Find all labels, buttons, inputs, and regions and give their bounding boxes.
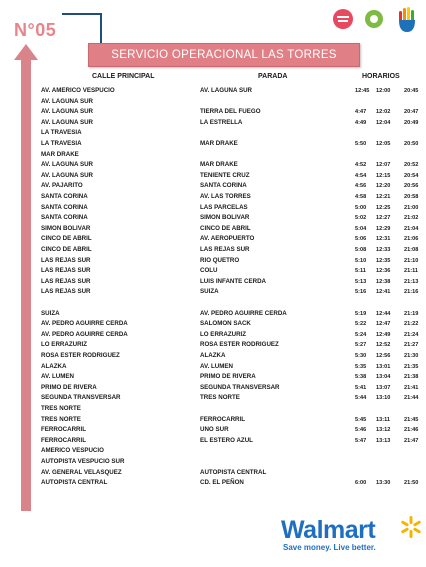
parada-cell: TENIENTE CRUZ bbox=[200, 171, 250, 179]
parada-cell: MAR DRAKE bbox=[200, 161, 238, 169]
parada-cell: FERROCARRIL bbox=[200, 415, 246, 423]
time-cell: 12:27 bbox=[376, 215, 391, 222]
table-row bbox=[0, 245, 426, 255]
calle-cell: SUIZA bbox=[41, 309, 60, 317]
time-cell: 21:38 bbox=[404, 374, 419, 381]
parada-cell: PRIMO DE RIVERA bbox=[200, 373, 256, 381]
time-cell: 13:11 bbox=[376, 416, 390, 423]
table-row bbox=[0, 362, 426, 372]
time-cell: 4:56 bbox=[355, 183, 367, 190]
walmart-spark-icon bbox=[400, 516, 422, 538]
time-cell: 12:07 bbox=[376, 162, 391, 169]
parada-cell: AUTOPISTA CENTRAL bbox=[200, 468, 267, 476]
calle-cell: AV. PEDRO AGUIRRE CERDA bbox=[41, 330, 128, 338]
table-row bbox=[0, 372, 426, 382]
time-cell: 20:47 bbox=[404, 109, 419, 116]
time-cell: 12:56 bbox=[376, 353, 391, 359]
table-row bbox=[0, 415, 426, 425]
time-cell: 6:00 bbox=[355, 480, 367, 487]
calle-cell: FERROCARRIL bbox=[41, 436, 87, 444]
calle-cell: SIMON BOLIVAR bbox=[41, 224, 91, 232]
time-cell: 5:50 bbox=[355, 141, 367, 147]
time-cell: 20:56 bbox=[404, 183, 419, 190]
time-cell: 5:47 bbox=[355, 437, 367, 444]
time-cell: 12:29 bbox=[376, 225, 391, 232]
parada-cell: CINCO DE ABRIL bbox=[200, 224, 251, 232]
calle-cell: LAS REJAS SUR bbox=[41, 267, 91, 275]
calle-cell: CINCO DE ABRIL bbox=[41, 235, 92, 243]
table-row bbox=[0, 160, 426, 170]
parada-cell: AV. LAS TORRES bbox=[200, 193, 251, 200]
parada-cell: SALOMON SACK bbox=[200, 320, 251, 328]
table-row bbox=[0, 150, 426, 160]
parada-cell: LAS PARCELAS bbox=[200, 203, 248, 211]
table-row bbox=[0, 107, 426, 117]
calle-cell: SEGUNDA TRANSVERSAR bbox=[41, 394, 121, 402]
calle-cell: LAS REJAS SUR bbox=[41, 288, 91, 296]
table-row bbox=[0, 203, 426, 213]
time-cell: 13:10 bbox=[376, 395, 391, 402]
time-cell: 21:16 bbox=[404, 289, 419, 296]
parada-cell: COLU bbox=[200, 267, 218, 275]
time-cell: 21:35 bbox=[404, 363, 419, 370]
calle-cell: AV. GENERAL VELASQUEZ bbox=[41, 468, 122, 476]
time-cell: 5:04 bbox=[355, 225, 367, 232]
table-row bbox=[0, 213, 426, 223]
time-cell: 21:24 bbox=[404, 331, 419, 338]
time-cell: 21:10 bbox=[404, 257, 419, 264]
time-cell: 12:31 bbox=[376, 236, 391, 243]
time-cell: 12:05 bbox=[376, 141, 391, 147]
time-cell: 5:35 bbox=[355, 363, 367, 370]
calle-cell: ROSA ESTER RODRIGUEZ bbox=[41, 352, 120, 359]
time-cell: 13:12 bbox=[376, 427, 391, 434]
time-cell: 5:10 bbox=[355, 257, 367, 264]
time-cell: 5:24 bbox=[355, 331, 367, 338]
table-row bbox=[0, 446, 426, 456]
time-cell: 12:02 bbox=[376, 109, 391, 116]
time-cell: 20:58 bbox=[404, 194, 419, 200]
time-cell: 4:49 bbox=[355, 119, 367, 126]
time-cell: 12:25 bbox=[376, 204, 391, 211]
time-cell: 13:13 bbox=[376, 437, 391, 444]
parada-cell: LA ESTRELLA bbox=[200, 118, 243, 126]
time-cell: 12:00 bbox=[376, 88, 391, 94]
parada-cell: TIERRA DEL FUEGO bbox=[200, 108, 261, 116]
calle-cell: FERROCARRIL bbox=[41, 426, 87, 434]
calle-cell: LA TRAVESIA bbox=[41, 140, 82, 147]
calle-cell: AV. LUMEN bbox=[41, 373, 75, 381]
parada-cell: SIMON BOLIVAR bbox=[200, 214, 250, 222]
time-cell: 21:00 bbox=[404, 204, 419, 211]
calle-cell: AV. LAGUNA SUR bbox=[41, 171, 94, 179]
time-cell: 4:54 bbox=[355, 172, 367, 179]
time-cell: 5:46 bbox=[355, 427, 367, 434]
calle-cell: AV. LAGUNA SUR bbox=[41, 118, 94, 126]
time-cell: 20:50 bbox=[404, 141, 419, 147]
calle-cell: LAS REJAS SUR bbox=[41, 277, 91, 285]
calle-cell: CINCO DE ABRIL bbox=[41, 246, 92, 253]
header-calle: CALLE PRINCIPAL bbox=[92, 73, 155, 80]
parada-cell: SEGUNDA TRANSVERSAR bbox=[200, 383, 280, 391]
time-cell: 13:30 bbox=[376, 480, 391, 487]
time-cell: 21:27 bbox=[404, 342, 419, 349]
parada-cell: AV. PEDRO AGUIRRE CERDA bbox=[200, 309, 287, 317]
calle-cell: AV. LAGUNA SUR bbox=[41, 161, 94, 169]
table-row bbox=[0, 181, 426, 191]
calle-cell: TRES NORTE bbox=[41, 415, 81, 423]
table-row bbox=[0, 171, 426, 181]
time-cell: 20:49 bbox=[404, 119, 419, 126]
table-row bbox=[0, 425, 426, 435]
time-cell: 20:45 bbox=[404, 88, 419, 94]
table-row bbox=[0, 478, 426, 488]
parada-cell: SANTA CORINA bbox=[200, 182, 247, 190]
time-cell: 5:41 bbox=[355, 384, 367, 391]
time-cell: 5:02 bbox=[355, 215, 367, 222]
time-cell: 20:52 bbox=[404, 162, 419, 169]
parada-cell: LAS REJAS SUR bbox=[200, 246, 250, 253]
time-cell: 12:36 bbox=[376, 268, 391, 275]
walmart-tagline: Save money. Live better. bbox=[283, 543, 376, 552]
parada-cell: AV. AEROPUERTO bbox=[200, 235, 255, 243]
time-cell: 21:47 bbox=[404, 437, 419, 444]
parada-cell: SUIZA bbox=[200, 288, 219, 296]
table-row bbox=[0, 340, 426, 350]
pink-sponsor-logo bbox=[332, 8, 354, 30]
calle-cell: AV. LAGUNA SUR bbox=[41, 97, 94, 105]
time-cell: 12:38 bbox=[376, 278, 391, 285]
time-cell: 12:45 bbox=[355, 88, 370, 94]
time-cell: 5:22 bbox=[355, 321, 367, 328]
time-cell: 12:49 bbox=[376, 331, 391, 338]
time-cell: 12:21 bbox=[376, 194, 391, 200]
time-cell: 13:04 bbox=[376, 374, 391, 381]
time-cell: 21:44 bbox=[404, 395, 419, 402]
walmart-logo bbox=[281, 516, 421, 556]
time-cell: 21:30 bbox=[404, 353, 419, 359]
table-row bbox=[0, 224, 426, 234]
table-row bbox=[0, 234, 426, 244]
table-row bbox=[0, 139, 426, 149]
time-cell: 4:52 bbox=[355, 162, 367, 169]
table-row bbox=[0, 404, 426, 414]
time-cell: 12:20 bbox=[376, 183, 391, 190]
calle-cell: ALAZKA bbox=[41, 362, 67, 370]
time-cell: 5:38 bbox=[355, 374, 367, 381]
time-cell: 21:22 bbox=[404, 321, 419, 328]
time-cell: 5:19 bbox=[355, 310, 367, 317]
calle-cell: AV. LAGUNA SUR bbox=[41, 108, 94, 116]
table-row bbox=[0, 277, 426, 287]
frame-line-top bbox=[62, 13, 102, 15]
table-row bbox=[0, 383, 426, 393]
table-row bbox=[0, 287, 426, 297]
time-cell: 5:08 bbox=[355, 247, 367, 253]
table-row bbox=[0, 256, 426, 266]
parada-cell: CD. EL PEÑON bbox=[200, 479, 244, 487]
time-cell: 5:00 bbox=[355, 204, 367, 211]
parada-cell: LUIS INFANTE CERDA bbox=[200, 277, 267, 285]
time-cell: 21:19 bbox=[404, 310, 419, 317]
parada-cell: LO ERRAZURIZ bbox=[200, 330, 247, 338]
time-cell: 12:41 bbox=[376, 289, 391, 296]
time-cell: 5:16 bbox=[355, 289, 367, 296]
calle-cell: MAR DRAKE bbox=[41, 150, 79, 158]
parada-cell: EL ESTERO AZUL bbox=[200, 436, 253, 444]
parada-cell: UNO SUR bbox=[200, 426, 229, 434]
table-row bbox=[0, 319, 426, 329]
time-cell: 21:08 bbox=[404, 247, 419, 253]
time-cell: 21:50 bbox=[404, 480, 419, 487]
table-row bbox=[0, 330, 426, 340]
time-cell: 21:04 bbox=[404, 225, 419, 232]
hand-logo bbox=[398, 7, 416, 33]
calle-cell: PRIMO DE RIVERA bbox=[41, 383, 97, 391]
time-cell: 21:11 bbox=[404, 268, 418, 275]
table-row bbox=[0, 436, 426, 446]
table-row bbox=[0, 266, 426, 276]
table-row bbox=[0, 351, 426, 361]
time-cell: 12:47 bbox=[376, 321, 391, 328]
time-cell: 21:46 bbox=[404, 427, 419, 434]
calle-cell: LAS REJAS SUR bbox=[41, 256, 91, 264]
time-cell: 5:11 bbox=[355, 268, 366, 275]
time-cell: 12:04 bbox=[376, 119, 391, 126]
time-cell: 21:41 bbox=[404, 384, 419, 391]
time-cell: 20:54 bbox=[404, 172, 419, 179]
calle-cell: AV. PEDRO AGUIRRE CERDA bbox=[41, 320, 128, 328]
calle-cell: AMERICO VESPUCIO bbox=[41, 447, 104, 455]
header-parada: PARADA bbox=[258, 73, 288, 80]
calle-cell: AUTOPISTA CENTRAL bbox=[41, 479, 108, 487]
time-cell: 4:58 bbox=[355, 194, 367, 200]
parada-cell: AV. LAGUNA SUR bbox=[200, 87, 253, 94]
calle-cell: SANTA CORINA bbox=[41, 214, 88, 222]
parada-cell: ALAZKA bbox=[200, 352, 226, 359]
time-cell: 12:44 bbox=[376, 310, 391, 317]
calle-cell: AUTOPISTA VESPUCIO SUR bbox=[41, 458, 125, 465]
time-cell: 21:02 bbox=[404, 215, 419, 222]
parada-cell: ROSA ESTER RODRIGUEZ bbox=[200, 341, 279, 349]
time-cell: 5:45 bbox=[355, 416, 367, 423]
table-row bbox=[0, 309, 426, 319]
time-cell: 13:01 bbox=[376, 363, 391, 370]
time-cell: 5:44 bbox=[355, 395, 367, 402]
time-cell: 12:35 bbox=[376, 257, 391, 264]
page-title: SERVICIO OPERACIONAL LAS TORRES bbox=[88, 43, 360, 67]
time-cell: 5:13 bbox=[355, 278, 367, 285]
time-cell: 5:30 bbox=[355, 353, 367, 359]
time-cell: 5:06 bbox=[355, 236, 367, 243]
calle-cell: AV. PAJARITO bbox=[41, 182, 83, 190]
table-row bbox=[0, 118, 426, 128]
time-cell: 21:06 bbox=[404, 236, 419, 243]
time-cell: 12:15 bbox=[376, 172, 391, 179]
calle-cell: TRES NORTE bbox=[41, 405, 81, 412]
parada-cell: AV. LUMEN bbox=[200, 362, 234, 370]
parada-cell: MAR DRAKE bbox=[200, 140, 238, 147]
table-row bbox=[0, 298, 426, 308]
table-row bbox=[0, 393, 426, 403]
time-cell: 21:13 bbox=[404, 278, 419, 285]
table-row bbox=[0, 468, 426, 478]
time-cell: 13:07 bbox=[376, 384, 391, 391]
green-sponsor-logo bbox=[364, 9, 384, 29]
calle-cell: SANTA CORINA bbox=[41, 193, 88, 200]
header-horarios: HORARIOS bbox=[362, 73, 400, 80]
table-row bbox=[0, 128, 426, 138]
table-row bbox=[0, 457, 426, 467]
table-row bbox=[0, 86, 426, 96]
time-cell: 4:47 bbox=[355, 109, 367, 116]
time-cell: 12:52 bbox=[376, 342, 391, 349]
time-cell: 5:27 bbox=[355, 342, 367, 349]
calle-cell: AV. AMERICO VESPUCIO bbox=[41, 87, 115, 94]
frame-line-vertical bbox=[100, 13, 102, 45]
route-number: N°05 bbox=[14, 20, 57, 40]
table-row bbox=[0, 97, 426, 107]
parada-cell: RIO QUETRO bbox=[200, 256, 240, 264]
time-cell: 21:45 bbox=[404, 416, 419, 423]
time-cell: 12:33 bbox=[376, 247, 391, 253]
walmart-wordmark: Walmart bbox=[281, 516, 376, 544]
calle-cell: LA TRAVESIA bbox=[41, 129, 82, 137]
parada-cell: TRES NORTE bbox=[200, 394, 240, 402]
calle-cell: LO ERRAZURIZ bbox=[41, 341, 88, 349]
table-row bbox=[0, 192, 426, 202]
calle-cell: SANTA CORINA bbox=[41, 203, 88, 211]
